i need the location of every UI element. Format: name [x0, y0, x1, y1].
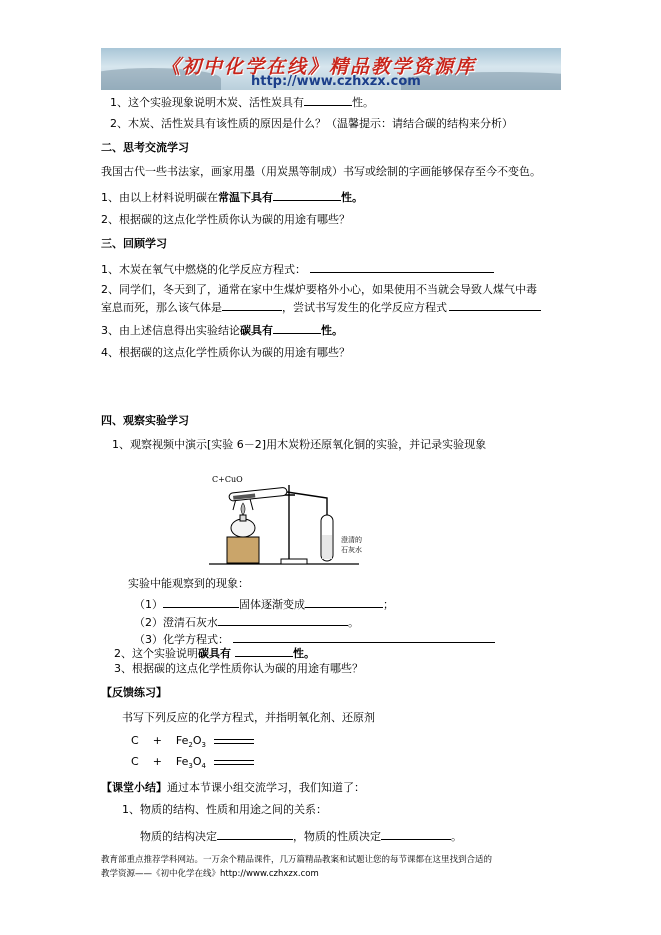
equals-sign: [214, 760, 254, 765]
observation-item-3: （3）化学方程式：: [134, 631, 495, 647]
answer-blank[interactable]: [222, 299, 282, 311]
header-banner: [101, 48, 561, 90]
section-4-question-2: 2、这个实验说明碳具有 性。: [114, 647, 315, 660]
alcohol-lamp: [231, 519, 255, 537]
summary-heading: 【课堂小结】: [101, 781, 167, 794]
summary-line: 【课堂小结】通过本节课小组交流学习，我们知道了：: [101, 781, 365, 794]
answer-blank[interactable]: [305, 596, 383, 608]
answer-blank[interactable]: [233, 631, 495, 643]
section-3-question-2-line1: 2、同学们，冬天到了，通常在家中生煤炉要格外小心，如果使用不当就会导致人煤气中毒: [101, 283, 537, 296]
section-3-heading: 三、回顾学习: [101, 237, 167, 250]
summary-relation: 物质的结构决定 ，物质的性质决定 。: [140, 830, 462, 843]
section-2-question-1: 1、由以上材料说明碳在常温下具有 性。: [101, 191, 363, 204]
figure-label-reactants: C+CuO: [212, 475, 243, 484]
answer-blank[interactable]: [449, 299, 541, 311]
figure-label-limewater-2: 石灰水: [341, 546, 362, 554]
section-2-question-2: 2、根据碳的这点化学性质你认为碳的用途有哪些？: [101, 213, 350, 226]
footer-line-2[interactable]: 教学资源——《初中化学在线》http://www.czhxzx.com: [101, 869, 319, 879]
lamp-wick: [240, 515, 246, 521]
banner-url[interactable]: http://www.czhxzx.com: [251, 74, 421, 89]
section-3-question-3: 3、由上述信息得出实验结论碳具有 性。: [101, 324, 343, 337]
wooden-block: [227, 537, 259, 563]
banner-title: 《初中化学在线》精品教学资源库: [161, 56, 477, 78]
answer-blank[interactable]: [273, 322, 321, 334]
stand-base: [281, 559, 307, 564]
figure-label-limewater-1: 澄清的: [341, 536, 362, 544]
section-4-question-3: 3、根据碳的这点化学性质你认为碳的用途有哪些？: [114, 662, 363, 675]
equals-sign: [214, 739, 254, 744]
answer-blank[interactable]: [304, 94, 352, 106]
flame: [241, 503, 245, 515]
footer-line-1: 教育部重点推荐学科网站。一万余个精品课件，几万篇精品教案和试题让您的每节课都在这里找到合适的: [101, 855, 493, 865]
observation-prompt: 实验中能观察到的现象：: [128, 577, 249, 590]
section-2-heading: 二、思考交流学习: [101, 141, 189, 154]
section-2-paragraph: 我国古代一些书法家，画家用墨（用炭黑等制成）书写或绘制的字画能够保存至今不变色。: [101, 165, 541, 178]
answer-blank[interactable]: [217, 828, 293, 840]
apparatus-figure: [209, 465, 379, 575]
equation-1: $C + Fe_2O_3$: [131, 734, 254, 752]
feedback-instruction: 书写下列反应的化学方程式，并指明氧化剂、还原剂: [122, 711, 375, 724]
summary-item-1: 1、物质的结构、性质和用途之间的关系：: [122, 803, 327, 816]
answer-blank[interactable]: [218, 614, 348, 626]
feedback-heading: 【反馈练习】: [101, 686, 167, 699]
answer-blank[interactable]: [273, 189, 341, 201]
section-4-heading: 四、观察实验学习: [101, 414, 189, 427]
intro-question-1: 1、这个实验现象说明木炭、活性炭具有 性。: [110, 96, 374, 109]
section-3-question-4: 4、根据碳的这点化学性质你认为碳的用途有哪些？: [101, 346, 350, 359]
answer-blank[interactable]: [235, 645, 293, 657]
section-4-question-1: 1、观察视频中演示[实验 6－2]用木炭粉还原氧化铜的实验，并记录实验现象: [112, 438, 487, 451]
observation-item-2: （2）澄清石灰水 。: [134, 616, 359, 629]
equation-2: $C + Fe_3O_4$: [131, 755, 254, 773]
limewater: [322, 535, 332, 559]
answer-blank[interactable]: [381, 828, 451, 840]
section-3-question-2-line2: 室息而死，那么该气体是 ，尝试书写发生的化学反应方程式: [101, 299, 541, 315]
section-3-question-1: 1、木炭在氧气中燃烧的化学反应方程式：: [101, 261, 494, 277]
answer-blank[interactable]: [310, 261, 494, 273]
intro-question-2: 2、木炭、活性炭具有该性质的原因是什么？（温馨提示：请结合碳的结构来分析）: [110, 117, 513, 130]
observation-item-1: （1） 固体逐渐变成 ；: [134, 598, 394, 611]
answer-blank[interactable]: [163, 596, 239, 608]
